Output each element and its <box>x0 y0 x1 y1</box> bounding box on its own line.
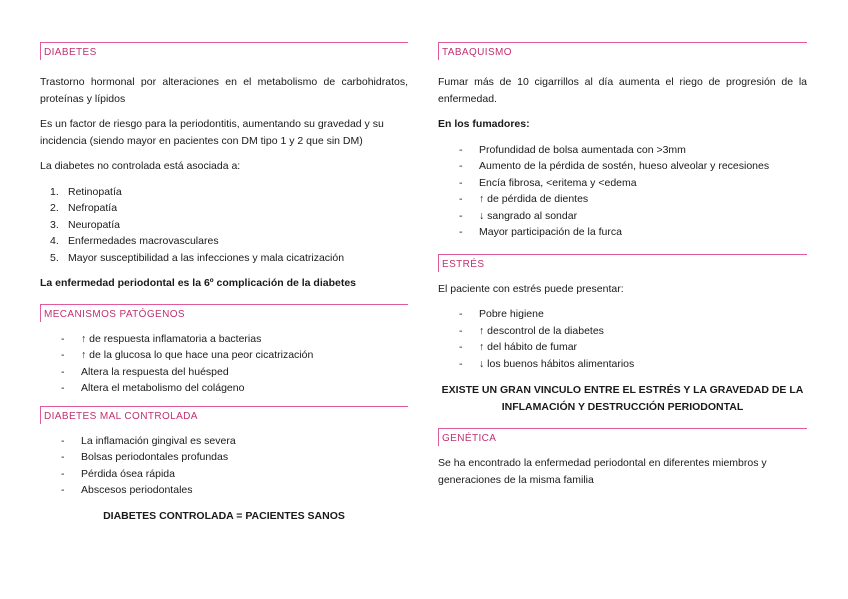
list-item: - Altera el metabolismo del colágeno <box>61 382 245 394</box>
right-column <box>438 42 807 488</box>
list-item: - Abscesos periodontales <box>61 484 193 496</box>
list-item: 5. Mayor susceptibilidad a las infecciones y mala cicatrización <box>50 251 345 264</box>
list-item: - La inflamación gingival es severa <box>61 434 236 447</box>
list-item: 2. Nefropatía <box>50 202 118 214</box>
estres-intro: El paciente con estrés puede presentar: <box>438 282 624 295</box>
list-item: - Mayor participación de la furca <box>459 226 622 238</box>
mecanismos-list <box>40 331 408 397</box>
list-item: 1. Retinopatía <box>50 185 122 198</box>
list-item: - ↑ de pérdida de dientes <box>459 193 589 205</box>
list-item: - Encía fibrosa, <eritema y <edema <box>459 176 637 189</box>
diabetes-risk: Es un factor de riesgo para la periodontitis, aumentando su gravedad y su incidencia (siendo mayor en pacientes con DM tipo 1 y 2 que sin DM) <box>40 118 384 147</box>
mal-controlada-conclusion: DIABETES CONTROLADA = PACIENTES SANOS <box>103 509 345 522</box>
list-item: - Altera la respuesta del huésped <box>61 365 229 378</box>
diabetes-complications-list <box>40 184 408 267</box>
list-item: - Pobre higiene <box>459 308 544 320</box>
list-item: - ↑ del hábito de fumar <box>459 341 578 353</box>
list-item: 4. Enfermedades macrovasculares <box>50 235 219 247</box>
section-header-estres: ESTRÉS <box>438 254 807 272</box>
tabaquismo-sub: En los fumadores: <box>438 118 530 130</box>
list-item: - ↓ sangrado al sondar <box>459 209 578 222</box>
section-header-genetica: GENÉTICA <box>438 428 807 446</box>
list-item: - Profundidad de bolsa aumentada con >3mm <box>459 143 686 156</box>
list-item: - ↓ los buenos hábitos alimentarios <box>459 357 635 370</box>
list-item: - ↑ de respuesta inflamatoria a bacterias <box>61 332 262 345</box>
list-item: - Bolsas periodontales profundas <box>61 451 229 463</box>
list-item: 3. Neuropatía <box>50 218 120 231</box>
list-item: - ↑ descontrol de la diabetes <box>459 324 604 337</box>
tabaquismo-list <box>438 142 807 241</box>
diabetes-intro: Trastorno hormonal por alteraciones en el metabolismo de carbohidratos, proteínas y lípidos <box>40 76 408 105</box>
section-header-tabaquismo: TABAQUISMO <box>438 42 807 60</box>
section-header-diabetes: DIABETES <box>40 42 408 60</box>
estres-conclusion: EXISTE UN GRAN VINCULO ENTRE EL ESTRÉS Y LA GRAVEDAD DE LA INFLAMACIÓN Y DESTRUCCIÓN PERIODONTAL <box>441 384 804 413</box>
diabetes-conclusion: La enfermedad periodontal es la 6º complicación de la diabetes <box>40 277 357 289</box>
mal-controlada-list <box>40 433 408 499</box>
list-item: - Pérdida ósea rápida <box>61 467 175 480</box>
left-column <box>40 42 408 524</box>
list-item: - ↑ de la glucosa lo que hace una peor cicatrización <box>61 349 314 361</box>
list-item: - Aumento de la pérdida de sostén, hueso alveolar y recesiones <box>459 160 770 172</box>
diabetes-assoc: La diabetes no controlada está asociada a: <box>40 160 241 172</box>
section-header-mecanismos: MECANISMOS PATÓGENOS <box>40 304 408 322</box>
genetica-text: Se ha encontrado la enfermedad periodontal en diferentes miembros y generaciones de la misma familia <box>438 457 767 486</box>
estres-list <box>438 306 807 372</box>
tabaquismo-intro: Fumar más de 10 cigarrillos al día aumenta el riego de progresión de la enfermedad. <box>438 76 807 105</box>
section-header-mal-controlada: DIABETES MAL CONTROLADA <box>40 406 408 424</box>
